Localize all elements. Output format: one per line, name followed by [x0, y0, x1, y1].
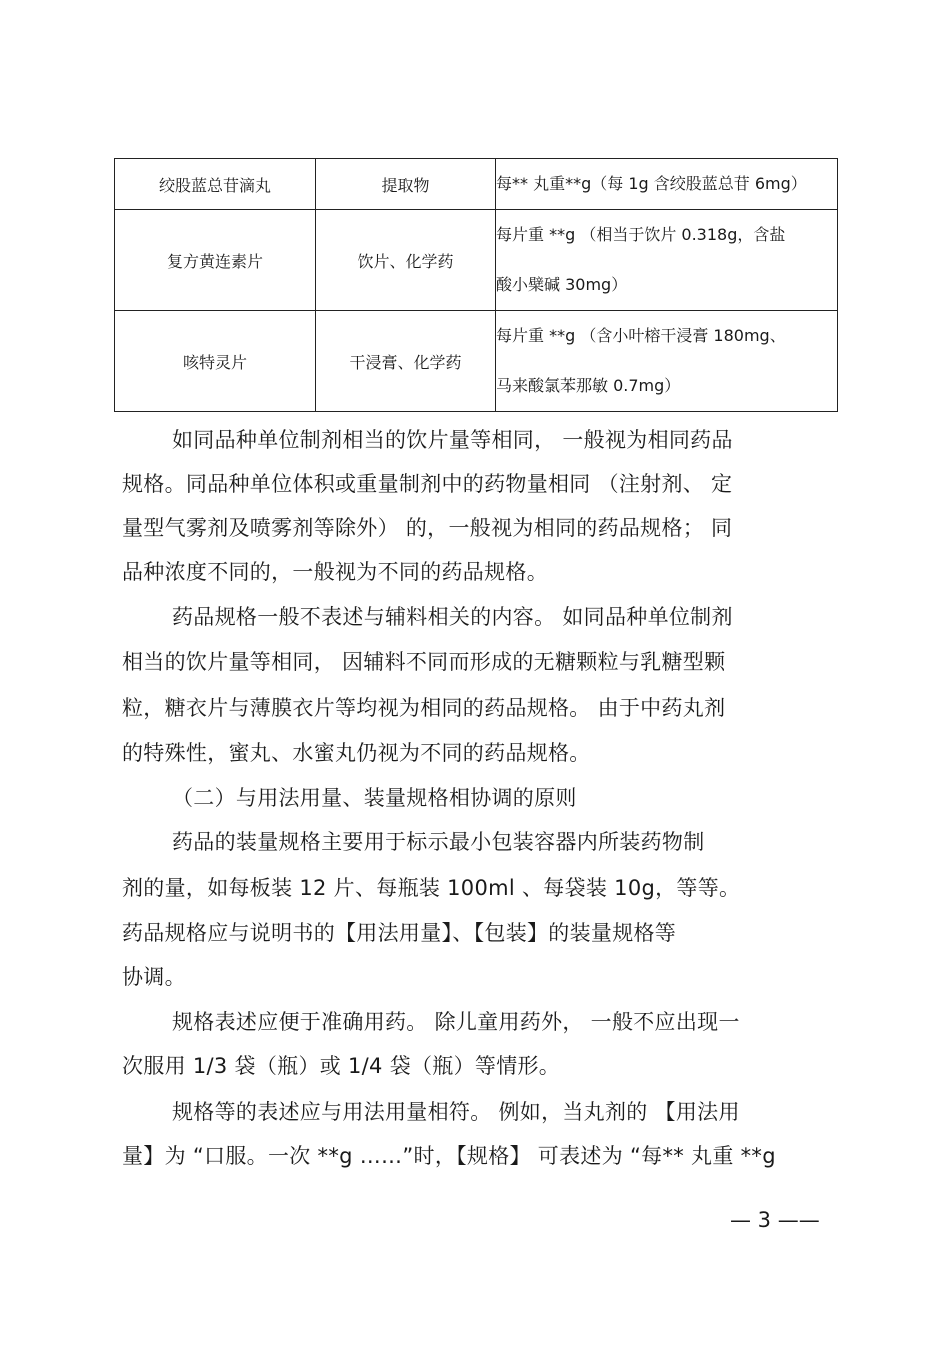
- page-number: — 3 ——: [730, 1208, 820, 1232]
- body-line: 相当的饮片量等相同， 因辅料不同而形成的无糖颗粒与乳糖型颗: [122, 650, 726, 674]
- body-line: 的特殊性，蜜丸、水蜜丸仍视为不同的药品规格。: [122, 741, 591, 765]
- body-line: 粒，糖衣片与薄膜衣片等均视为相同的药品规格。 由于中药丸剂: [122, 696, 726, 720]
- spec-line: 马来酸氯苯那敏 0.7mg）: [496, 376, 681, 395]
- drug-name-cell: 咳特灵片: [115, 311, 316, 412]
- spec-line: 每** 丸重**g（每 1g 含绞股蓝总苷 6mg）: [496, 174, 807, 193]
- body-line: 次服用 1/3 袋（瓶）或 1/4 袋（瓶）等情形。: [122, 1054, 561, 1078]
- spec-line: 每片重 **g （含小叶榕干浸膏 180mg、: [496, 326, 786, 345]
- body-line: 规格等的表述应与用法用量相符。 例如，当丸剂的 【用法用: [172, 1100, 740, 1124]
- table-row: [115, 210, 838, 311]
- drug-spec-cell: [496, 311, 838, 412]
- table-row: [115, 311, 838, 412]
- table-row: [115, 159, 838, 210]
- drug-spec-cell: [496, 159, 838, 210]
- spec-line: 酸小檗碱 30mg）: [496, 275, 628, 294]
- body-line: 品种浓度不同的，一般视为不同的药品规格。: [122, 560, 548, 584]
- drug-type-cell: 提取物: [316, 159, 496, 210]
- spec-table: [114, 158, 838, 412]
- body-line: 规格表述应便于准确用药。 除儿童用药外， 一般不应出现一: [172, 1010, 740, 1034]
- drug-type-cell: 干浸膏、化学药: [316, 311, 496, 412]
- body-line: 如同品种单位制剂相当的饮片量等相同， 一般视为相同药品: [172, 428, 733, 452]
- spec-line: 每片重 **g （相当于饮片 0.318g，含盐: [496, 225, 786, 244]
- section-heading: （二）与用法用量、装量规格相协调的原则: [172, 786, 577, 810]
- body-line: 剂的量，如每板装 12 片、每瓶装 100ml 、每袋装 10g，等等。: [122, 876, 741, 900]
- drug-name-cell: 复方黄连素片: [115, 210, 316, 311]
- body-line: 药品规格应与说明书的【用法用量】、【包装】的装量规格等: [122, 921, 677, 945]
- body-line: 量型气雾剂及喷雾剂等除外） 的，一般视为相同的药品规格； 同: [122, 516, 733, 540]
- body-line: 协调。: [122, 965, 186, 989]
- body-line: 药品规格一般不表述与辅料相关的内容。 如同品种单位制剂: [172, 605, 733, 629]
- body-line: 量】为 “口服。一次 **g ……”时，【规格】 可表述为 “每** 丸重 **g: [122, 1144, 776, 1168]
- drug-type-cell: 饮片、化学药: [316, 210, 496, 311]
- drug-spec-cell: [496, 210, 838, 311]
- body-line: 规格。同品种单位体积或重量制剂中的药物量相同 （注射剂、 定: [122, 472, 733, 496]
- drug-name-cell: 绞股蓝总苷滴丸: [115, 159, 316, 210]
- body-line: 药品的装量规格主要用于标示最小包装容器内所装药物制: [172, 830, 705, 854]
